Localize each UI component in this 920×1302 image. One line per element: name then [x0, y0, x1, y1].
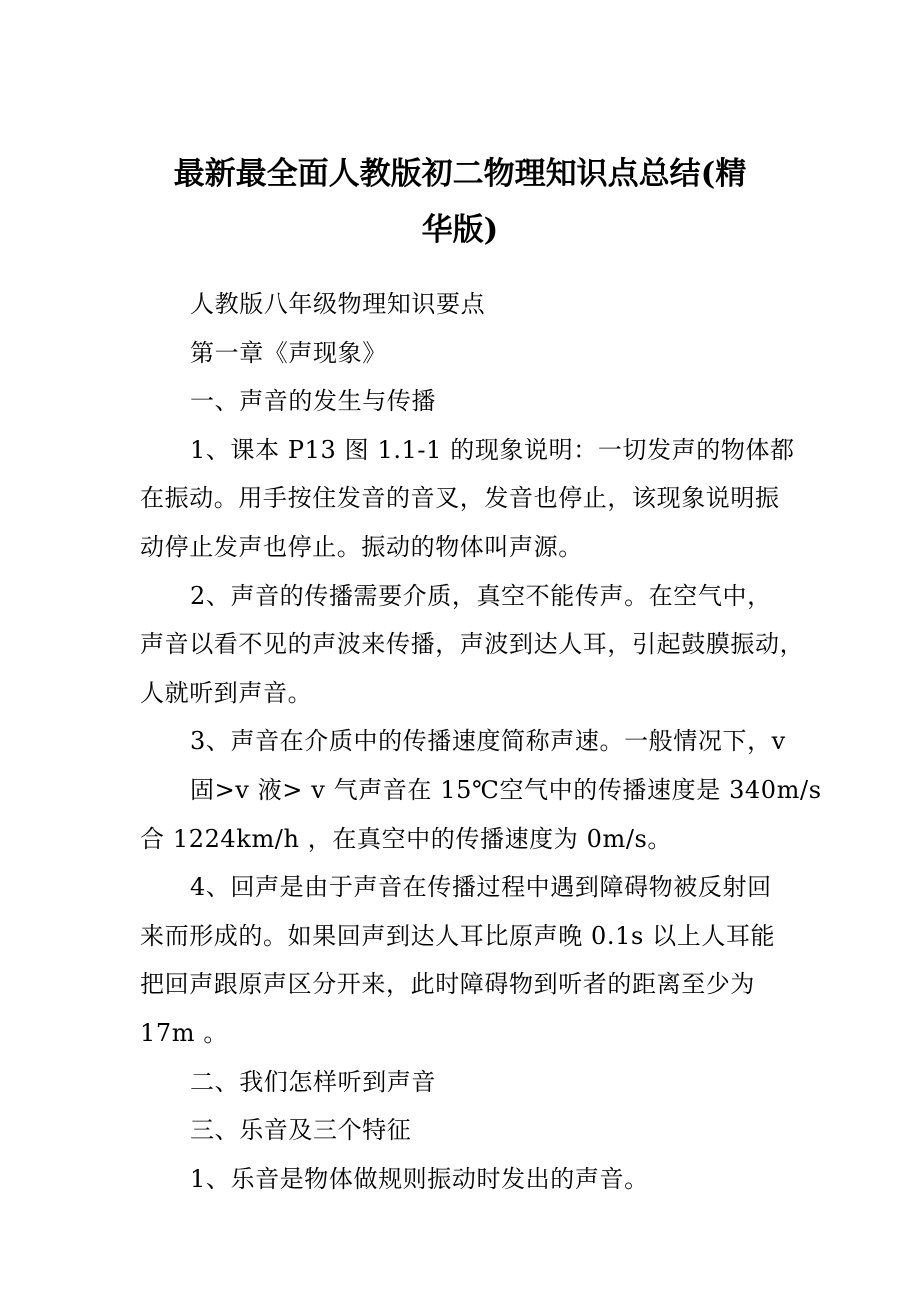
- text-line: 第一章《声现象》: [190, 338, 387, 367]
- text-line: 一、声音的发生与传播: [190, 387, 436, 416]
- text-line: 在振动。用手按住发音的音叉，发音也停止，该现象说明振: [140, 484, 780, 513]
- text-line: 合 1224km/h ，在真空中的传播速度为 0m/s。: [140, 824, 673, 853]
- text-line: 二、我们怎样听到声音: [190, 1067, 436, 1096]
- document-title: [130, 146, 790, 258]
- text-line: 1、课本 P13 图 1.1-1 的现象说明：一切发声的物体都: [190, 435, 795, 464]
- text-line: 17m 。: [140, 1018, 228, 1047]
- text-line: 人就听到声音。: [140, 678, 313, 707]
- title-line-1: 最新最全面人教版初二物理知识点总结(精: [173, 156, 747, 192]
- text-line: 人教版八年级物理知识要点: [190, 290, 486, 318]
- text-line: 来而形成的。如果回声到达人耳比原声晚 0.1s 以上人耳能: [140, 921, 776, 950]
- text-line: 1、乐音是物体做规则振动时发出的声音。: [190, 1164, 649, 1193]
- text-line: 三、乐音及三个特征: [190, 1116, 412, 1145]
- text-line: 4、回声是由于声音在传播过程中遇到障碍物被反射回: [190, 873, 772, 902]
- title-line-2: 华版): [421, 212, 499, 248]
- text-line: 声音以看不见的声波来传播，声波到达人耳，引起鼓膜振动，: [140, 630, 805, 659]
- text-line: 把回声跟原声区分开来，此时障碍物到听者的距离至少为: [140, 970, 755, 999]
- document-body: [140, 280, 822, 1203]
- text-line: 2、声音的传播需要介质，真空不能传声。在空气中，: [190, 581, 772, 610]
- text-line: 3、声音在介质中的传播速度简称声速。一般情况下，v: [190, 727, 786, 756]
- text-line: 固>v 液> v 气声音在 15℃空气中的传播速度是 340m/s: [190, 775, 822, 804]
- text-line: 动停止发声也停止。振动的物体叫声源。: [140, 532, 583, 561]
